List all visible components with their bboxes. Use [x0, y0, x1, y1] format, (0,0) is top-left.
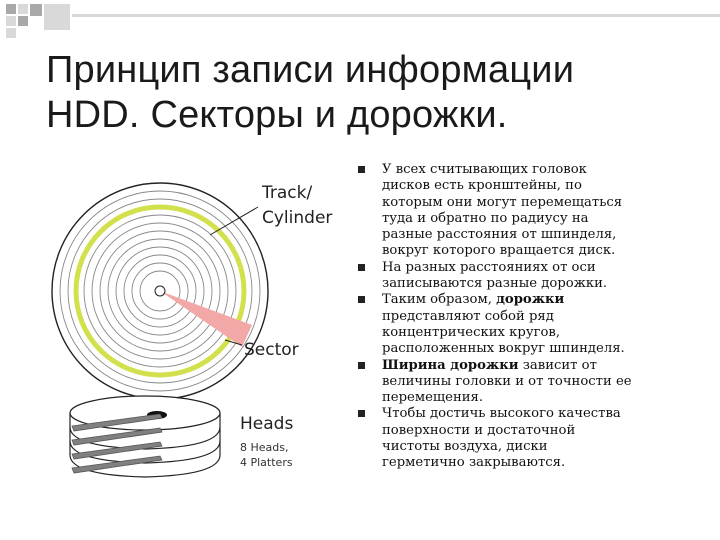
deco-bar	[72, 14, 720, 17]
bullet-square-icon	[358, 264, 365, 271]
platters-count-label: 4 Platters	[240, 456, 293, 469]
bullet-item	[358, 406, 688, 471]
bullet-item	[358, 260, 688, 293]
hdd-diagram	[40, 175, 340, 485]
text-segment: чистоты воздуха, диски	[382, 439, 548, 455]
text-segment: концентрических кругов,	[382, 324, 561, 340]
bullet-line	[382, 439, 688, 455]
text-segment: зависит от	[518, 357, 597, 373]
title-line: HDD. Секторы и дорожки.	[46, 94, 508, 136]
text-segment: которым они могут перемещаться	[382, 194, 623, 210]
spindle	[155, 286, 165, 296]
track-label: Track/	[262, 183, 313, 203]
bold-term: Ширина дорожки	[382, 357, 519, 373]
text-segment: перемещения.	[382, 390, 484, 406]
bullet-item	[358, 162, 688, 260]
bullet-line	[382, 243, 688, 259]
bullet-line	[382, 292, 688, 308]
text-segment: герметично закрываются.	[382, 455, 566, 471]
text-segment: вокруг которого вращается диск.	[382, 243, 616, 259]
text-segment: У всех считывающих головок	[382, 162, 587, 177]
title-line: Принцип записи информации	[46, 49, 575, 91]
bullet-line	[382, 325, 688, 341]
bullet-list	[358, 162, 688, 472]
sector-label: Sector	[244, 340, 299, 360]
text-segment: На разных расстояниях от оси	[382, 259, 596, 275]
bullet-line	[382, 276, 688, 292]
text-segment: дисков есть кронштейны, по	[382, 178, 582, 194]
deco-square	[6, 4, 16, 14]
text-segment: Чтобы достичь высокого качества	[382, 406, 621, 422]
bullet-line	[382, 406, 688, 422]
bullet-square-icon	[358, 166, 365, 173]
text-segment: записываются разные дорожки.	[382, 276, 608, 292]
bullet-square-icon	[358, 410, 365, 417]
deco-square	[30, 4, 42, 16]
deco-square	[18, 4, 28, 14]
page-title	[46, 48, 686, 138]
bold-term: дорожки	[496, 292, 565, 308]
deco-square	[6, 28, 16, 38]
deco-square	[18, 16, 28, 26]
cylinder-label: Cylinder	[262, 208, 333, 228]
bullet-item	[358, 292, 688, 357]
bullet-line	[382, 178, 688, 194]
bullet-line	[382, 260, 688, 276]
bullet-line	[382, 358, 688, 374]
bullet-line	[382, 374, 688, 390]
bullet-line	[382, 211, 688, 227]
bullet-line	[382, 309, 688, 325]
bullet-line	[382, 195, 688, 211]
bullet-line	[382, 162, 688, 178]
bullet-line	[382, 455, 688, 471]
text-segment: расположенных вокруг шпинделя.	[382, 341, 625, 357]
deco-square	[6, 16, 16, 26]
heads-label: Heads	[240, 414, 294, 434]
text-segment: поверхности и достаточной	[382, 422, 576, 438]
text-segment: туда и обратно по радиусу на	[382, 210, 589, 226]
bullet-square-icon	[358, 296, 365, 303]
bullet-line	[382, 423, 688, 439]
text-segment: Таким образом,	[382, 292, 497, 308]
heads-count-label: 8 Heads,	[240, 441, 289, 454]
bullet-line	[382, 341, 688, 357]
text-segment: представляют собой ряд	[382, 308, 554, 324]
bullet-square-icon	[358, 362, 365, 369]
bullet-item	[358, 358, 688, 407]
text-segment: разные расстояния от шпинделя,	[382, 227, 617, 243]
bullet-line	[382, 227, 688, 243]
bullet-line	[382, 390, 688, 406]
corner-decoration	[0, 0, 720, 40]
text-segment: величины головки и от точности ее	[382, 373, 632, 389]
deco-square	[44, 4, 70, 30]
